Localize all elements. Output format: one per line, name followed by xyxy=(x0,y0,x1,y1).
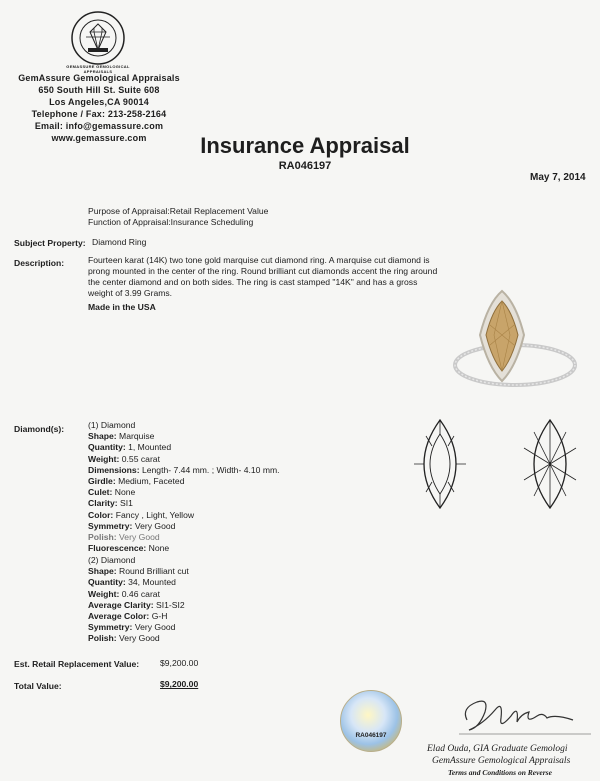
diamond1-heading: (1) Diamond xyxy=(88,420,136,430)
diamond2-quantity: Quantity: 34, Mounted xyxy=(88,577,176,588)
diamond2-polish: Polish: Very Good xyxy=(88,633,160,644)
diamond1-quantity: Quantity: 1, Mounted xyxy=(88,442,172,453)
total-value-amount: $9,200.00 xyxy=(160,679,199,689)
diamonds-label: Diamond(s): xyxy=(14,424,65,434)
diamond1-dimensions: Dimensions: Length- 7.44 mm. ; Width- 4.10 mm. xyxy=(88,464,280,475)
company-logo xyxy=(70,10,126,66)
signature xyxy=(455,690,595,740)
marquise-pavilion-diagram xyxy=(514,418,586,510)
diamond1-symmetry: Symmetry: Very Good xyxy=(88,520,176,531)
diamond1-shape: Shape: Marquise xyxy=(88,431,155,442)
diamond1-girdle: Girdle: Medium, Faceted xyxy=(88,476,185,487)
purpose-line: Purpose of Appraisal:Retail Replacement Value xyxy=(88,206,269,216)
diamond2-symmetry: Symmetry: Very Good xyxy=(88,622,176,633)
diamond1-weight: Weight: 0.55 carat xyxy=(88,453,160,464)
total-value-label: Total Value: xyxy=(14,681,62,691)
est-value-amount: $9,200.00 xyxy=(160,658,199,668)
diamond2-block xyxy=(88,555,348,645)
diamond1-fluorescence: Fluorescence: None xyxy=(88,543,170,554)
signer-organization: GemAssure Gemological Appraisals xyxy=(432,756,571,766)
company-name: GemAssure Gemological Appraisals xyxy=(18,73,180,83)
diamond2-clarity: Average Clarity: SI1-SI2 xyxy=(88,599,185,610)
company-website: www.gemassure.com xyxy=(51,133,147,143)
hologram-number: RA046197 xyxy=(355,732,387,739)
ring-photo xyxy=(440,285,585,395)
diamond2-shape: Shape: Round Brilliant cut xyxy=(88,566,189,577)
diamond2-weight: Weight: 0.46 carat xyxy=(88,588,160,599)
company-email: Email: info@gemassure.com xyxy=(34,121,164,131)
hologram-seal xyxy=(340,690,402,752)
logo-seal-text: GEMASSURE GEMOLOGICAL APPRAISALS xyxy=(66,64,130,74)
company-address-line1: 650 South Hill St. Suite 608 xyxy=(38,85,160,95)
subject-label: Subject Property: xyxy=(14,238,86,248)
description-label: Description: xyxy=(14,258,65,268)
diamond2-color: Average Color: G-H xyxy=(88,611,168,622)
est-value-label: Est. Retail Replacement Value: xyxy=(14,659,140,669)
company-address-line2: Los Angeles,CA 90014 xyxy=(49,97,149,107)
diamond1-culet: Culet: None xyxy=(88,487,136,498)
function-line: Function of Appraisal:Insurance Scheduling xyxy=(88,217,254,227)
diamond2-heading: (2) Diamond xyxy=(88,555,136,565)
diamond1-color: Color: Fancy , Light, Yellow xyxy=(88,509,195,520)
reference-number: RA046197 xyxy=(278,160,332,172)
appraisal-date: May 7, 2014 xyxy=(530,172,586,183)
diamond1-block xyxy=(88,420,348,554)
terms-note: Terms and Conditions on Reverse xyxy=(448,768,552,777)
document-title: Insurance Appraisal xyxy=(200,133,410,158)
made-in-label: Made in the USA xyxy=(88,302,156,312)
diamond1-clarity: Clarity: SI1 xyxy=(88,498,133,509)
description-text: Fourteen karat (14K) two tone gold marquise cut diamond ring. A marquise cut diamond is prong mounted in the center of the ring. Round brilliant cut diamonds accent the ring around the center diamond and on both sides. The ring is cast stamped "14K" and has a gross weight of 3.99 Grams. xyxy=(88,255,438,298)
marquise-crown-diagram xyxy=(404,418,476,510)
diamond1-polish: Polish: Very Good xyxy=(88,532,160,543)
signer-name: Elad Ouda, GIA Graduate Gemologi xyxy=(427,744,568,754)
company-phone: Telephone / Fax: 213-258-2164 xyxy=(31,109,167,119)
subject-value: Diamond Ring xyxy=(92,237,147,247)
